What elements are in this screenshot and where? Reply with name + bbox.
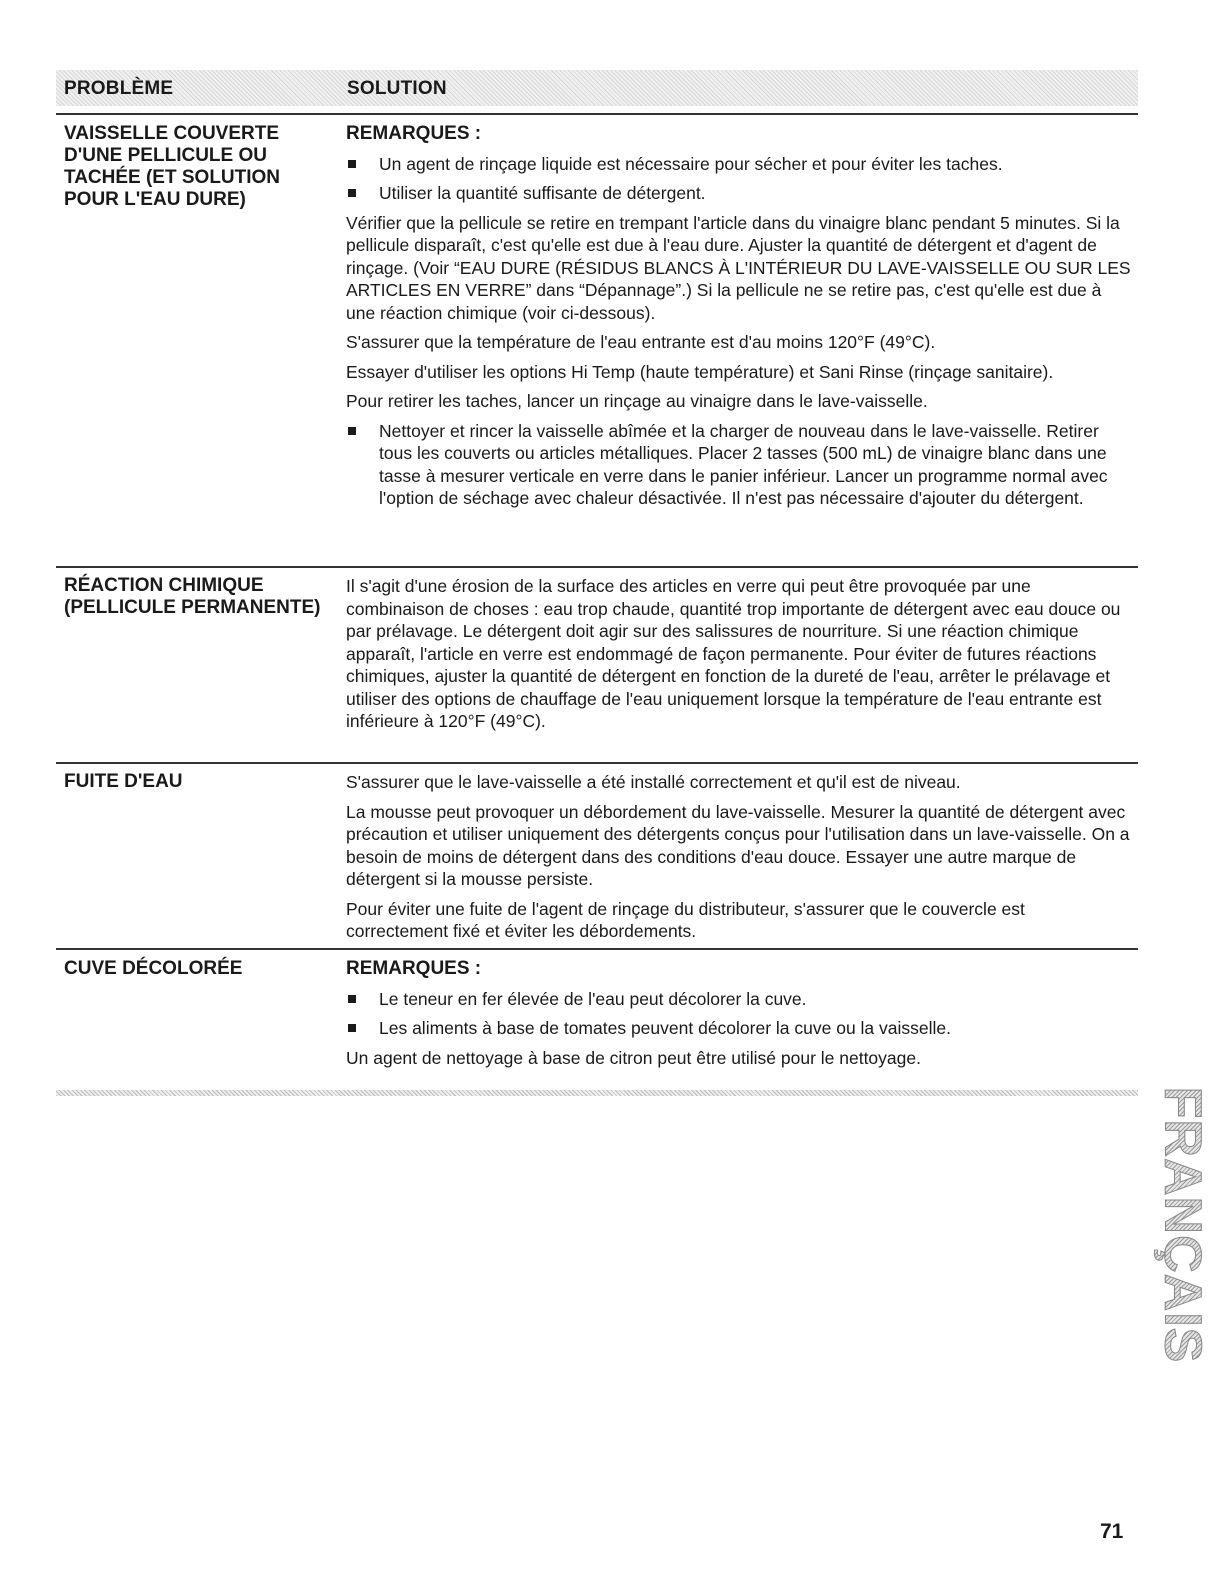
list-item: Nettoyer et rincer la vaisselle abîmée et la charger de nouveau dans le lave-vaisselle. Retirer tous les couverts ou articles métalliques. Placer 2 tasses (500 mL) de vinaigre blanc dans une tasse à mesurer verticale en verre dans le panier inférieur. Lancer un programme normal avec l'option de séchage avec chaleur désactivée. Il n'est pas nécessaire d'ajouter du détergent. bbox=[346, 420, 1131, 510]
solution-paragraph: Il s'agit d'une érosion de la surface des articles en verre qui peut être provoquée par une combinaison de choses : eau trop chaude, quantité trop importante de détergent avec eau douce ou par prélavage. Le détergent doit agir sur des salissures de nourriture. Si une réaction chimique apparaît, l'article en verre est endommagé de façon permanente. Pour éviter de futures réactions chimiques, ajuster la quantité de détergent en fonction de la dureté de l'eau, arrêter le prélavage et utiliser des options de chauffage de l'eau uniquement lorsque la température de l'eau entrante est inférieure à 120°F (49°C). bbox=[346, 576, 1121, 731]
table-header-band bbox=[56, 70, 1138, 106]
header-divider bbox=[56, 113, 1138, 115]
row-divider bbox=[56, 762, 1138, 764]
bullet-square-icon bbox=[348, 160, 356, 168]
column-header-problem: PROBLÈME bbox=[64, 78, 174, 99]
list-item: Utiliser la quantité suffisante de détergent. bbox=[346, 182, 1131, 205]
row-divider bbox=[56, 948, 1138, 950]
bullet-square-icon bbox=[348, 427, 356, 435]
problem-title: VAISSELLE COUVERTE D'UNE PELLICULE OU TACHÉE (ET SOLUTION POUR L'EAU DURE) bbox=[64, 123, 281, 210]
problem-title: RÉACTION CHIMIQUE (PELLICULE PERMANENTE) bbox=[64, 575, 321, 618]
solution-paragraph: Essayer d'utiliser les options Hi Temp (haute température) et Sani Rinse (rinçage sanitaire). bbox=[346, 361, 1054, 382]
solution-paragraph: S'assurer que le lave-vaisselle a été installé correctement et qu'il est de niveau. bbox=[346, 772, 961, 792]
row-divider bbox=[56, 566, 1138, 568]
solution-paragraph: Vérifier que la pellicule se retire en trempant l'article dans du vinaigre blanc pendant 5 minutes. Si la pellicule disparaît, c'est qu'elle est due à l'eau dure. Ajuster la quantité de détergent et d'agent de rinçage. (Voir “EAU DURE (RÉSIDUS BLANCS À L'INTÉRIEUR DU LAVE-VAISSELLE OU SUR LES ARTICLES EN VERRE” dans “Dépannage”.) Si la pellicule ne se retire pas, c'est qu'elle est due à une réaction chimique (voir ci-dessous). bbox=[346, 212, 1131, 323]
remarks-heading: REMARQUES : bbox=[346, 958, 482, 979]
remarks-heading: REMARQUES : bbox=[346, 123, 482, 144]
list-item: Un agent de rinçage liquide est nécessaire pour sécher et pour éviter les taches. bbox=[346, 153, 1131, 176]
bullet-square-icon bbox=[348, 189, 356, 197]
bullet-square-icon bbox=[348, 1024, 356, 1032]
bullet-square-icon bbox=[348, 995, 356, 1003]
solution-cell bbox=[346, 123, 1131, 517]
solution-paragraph: Pour retirer les taches, lancer un rinçage au vinaigre dans le lave-vaisselle. bbox=[346, 391, 928, 411]
solution-paragraph: Un agent de nettoyage à base de citron peut être utilisé pour le nettoyage. bbox=[346, 1047, 921, 1068]
list-item: Les aliments à base de tomates peuvent décolorer la cuve ou la vaisselle. bbox=[346, 1017, 1131, 1040]
solution-cell bbox=[346, 771, 1131, 950]
list-item: Le teneur en fer élevée de l'eau peut décolorer la cuve. bbox=[346, 988, 1131, 1011]
language-tab-label: FRANÇAIS bbox=[1153, 1086, 1212, 1364]
solution-cell bbox=[346, 958, 1131, 1076]
solution-paragraph: S'assurer que la température de l'eau entrante est d'au moins 120°F (49°C). bbox=[346, 332, 936, 352]
table-footer-band bbox=[56, 1090, 1138, 1096]
column-header-solution: SOLUTION bbox=[347, 78, 447, 99]
page-number: 71 bbox=[1100, 1520, 1124, 1543]
solution-cell bbox=[346, 575, 1131, 740]
language-side-tab bbox=[1140, 1086, 1225, 1364]
problem-title: FUITE D'EAU bbox=[64, 771, 183, 792]
solution-paragraph: La mousse peut provoquer un débordement du lave-vaisselle. Mesurer la quantité de détergent avec précaution et utiliser uniquement des détergents conçus pour l'utilisation dans un lave-vaisselle. On a besoin de moins de détergent dans des conditions d'eau douce. Essayer une autre marque de détergent si la mousse persiste. bbox=[346, 801, 1130, 889]
problem-title: CUVE DÉCOLORÉE bbox=[64, 958, 243, 979]
solution-paragraph: Pour éviter une fuite de l'agent de rinçage du distributeur, s'assurer que le couvercle est correctement fixé et éviter les débordements. bbox=[346, 898, 1025, 941]
